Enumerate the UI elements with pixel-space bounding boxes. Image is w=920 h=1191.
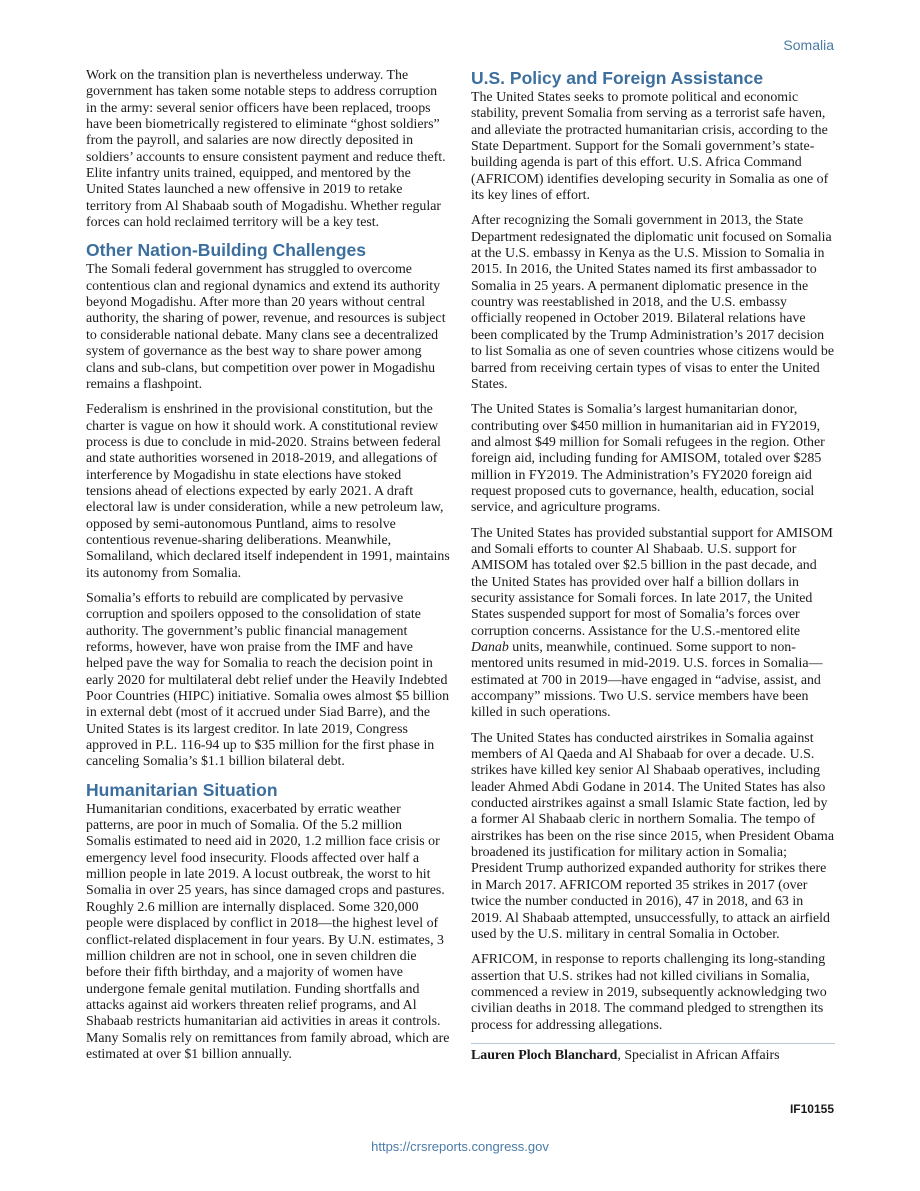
- right-column: [471, 68, 835, 1073]
- author-title: , Specialist in African Affairs: [617, 1047, 780, 1063]
- paragraph-africom-review: AFRICOM, in response to reports challenging its long-standing assertion that U.S. strikes had not killed civilians in Somalia, commenced a review in 2019, subsequently acknowledging two civilian deaths in 2018. The command pledged to strengthen its process for addressing allegations.: [471, 952, 827, 1033]
- footer-link[interactable]: https://crsreports.congress.gov: [371, 1139, 549, 1154]
- heading-humanitarian: Humanitarian Situation: [86, 779, 278, 800]
- heading-nation-building: Other Nation-Building Challenges: [86, 240, 367, 261]
- paragraph-airstrikes: The United States has conducted airstrikes in Somalia against members of Al Qaeda and Al Shabaab for over a decade. U.S. strikes have killed key senior Al Shabaab operatives, including leader Ahmed Abdi Godane in 2014. The United States has also conducted airstrikes against a small Islamic State faction, led by a former Al Shabaab cleric in northern Somalia. The tempo of airstrikes has been on the rise since 2015, when President Obama broadened its justification for military action in Somalia; President Trump authorized expanded authority for strikes there in March 2017. AFRICOM reported 35 strikes in 2017 (over twice the number conducted in 2016), 47 in 2018, and 63 in 2019. Al Shabaab attempted, unsuccessfully, to attack an airfield used by the U.S. military in central Somalia in October.: [471, 730, 834, 942]
- amisom-text-a: The United States has provided substantial support for AMISOM and Somali efforts to counter Al Shabaab. U.S. support for AMISOM has totaled over $2.5 billion in the past decade, and the United States has provided over half a billion dollars in security assistance for Somali forces. In late 2017, the United States suspended support for most of Somalia’s forces over corruption concerns. Assistance for the U.S.-mentored elite: [471, 525, 833, 639]
- paragraph-humanitarian-donor: The United States is Somalia’s largest humanitarian donor, contributing over $450 million in humanitarian aid in FY2019, and almost $49 million for Somali refugees in the region. Other foreign aid, including funding for AMISOM, totaled over $285 million in FY2019. The Administration’s FY2020 foreign aid request proposed cuts to governance, health, education, social service, and agriculture programs.: [471, 402, 825, 516]
- paragraph-federal-government: The Somali federal government has struggled to overcome contentious clan and regional dynamics and extend its authority beyond Mogadishu. After more than 20 years without central authority, the sharing of power, revenue, and resources is subject to considerable national debate. Many clans see a decentralized system of governance as the best way to share power among clans and sub-clans, but competition over power in Mogadishu remains a flashpoint.: [86, 262, 446, 392]
- paragraph-amisom-support: [471, 526, 835, 722]
- paragraph-diplomatic-relations: After recognizing the Somali government in 2013, the State Department redesignated the diplomatic unit focused on Somalia at the U.S. embassy in Kenya as the U.S. Mission to Somalia in 2015. In 2016, the United States named its first ambassador to Somalia in 25 years. A permanent diplomatic presence in the country was reestablished in 2018, and the U.S. embassy officially reopened in October 2019. Bilateral relations have been complicated by the Trump Administration’s 2017 decision to list Somalia as one of seven countries whose citizens would be barred from receiving certain types of visas to enter the United States.: [471, 213, 835, 392]
- paragraph-us-goals: The United States seeks to promote political and economic stability, prevent Somalia from serving as a terrorist safe haven, and alleviate the protracted humanitarian crisis, according to the State Department. Support for the Somali government’s state-building agenda is part of this effort. U.S. Africa Command (AFRICOM) identifies developing security in Somalia as one of its key lines of effort.: [471, 90, 829, 204]
- amisom-text-b: units, meanwhile, continued. Some support to non-mentored units resumed in mid-2019. U.S. forces in Somalia—estimated at 700 in 2019—have engaged in “advise, assist, and accompany” missions. Two U.S. service members have been killed in such operations.: [471, 640, 823, 721]
- document-id: IF10155: [789, 1102, 834, 1116]
- paragraph-rebuild-efforts: Somalia’s efforts to rebuild are complicated by pervasive corruption and spoilers opposed to the consolidation of state authority. The government’s public financial management reforms, however, have won praise from the IMF and have helped pave the way for Somalia to reach the decision point in early 2020 for multilateral debt relief under the Heavily Indebted Poor Countries (HIPC) initiative. Somalia owes almost $5 billion in external debt (most of it accrued under Siad Barre), and the United States is its largest creditor. In late 2019, Congress approved in P.L. 116-94 up to $35 million for the first phase in canceling Somalia’s $1.1 billion bilateral debt.: [86, 590, 450, 770]
- paragraph-federalism: Federalism is enshrined in the provisional constitution, but the charter is vague on how it should work. A constitutional review process is due to conclude in mid-2020. Strains between federal and state authorities worsened in 2018-2019, and allegations of interference by Mogadishu in state elections have stoked tensions ahead of elections expected by early 2021. A draft electoral law is under consideration, while a new petroleum law, opposed by semi-autonomous Puntland, aims to resolve contentious revenue-sharing deliberations. Meanwhile, Somaliland, which declared itself independent in 1991, maintains its autonomy from Somalia.: [86, 402, 450, 581]
- paragraph-transition-plan: Work on the transition plan is nevertheless underway. The government has taken some notable steps to address corruption in the army: several senior officers have been replaced, troops have been biometrically registered to eliminate “ghost soldiers” from the payroll, and salaries are now directly deposited in soldiers’ accounts to ensure consistent payment and reduce theft. Elite infantry units trained, equipped, and mentored by the United States launched a new offensive in 2019 to retake territory from Al Shabaab south of Mogadishu. Whether regular forces can hold reclaimed territory will be a key test.: [86, 68, 446, 231]
- author-name: Lauren Ploch Blanchard: [471, 1047, 618, 1063]
- left-column: [86, 68, 450, 1072]
- heading-us-policy: U.S. Policy and Foreign Assistance: [471, 68, 764, 88]
- author-credit: [471, 1043, 835, 1064]
- danab-emphasis: Danab: [471, 640, 509, 655]
- paragraph-humanitarian-conditions: Humanitarian conditions, exacerbated by erratic weather patterns, are poor in much of Somalia. Of the 5.2 million Somalis estimated to need aid in 2020, 1.2 million face crisis or emergency level food insecurity. Floods affected over half a million people in late 2019. A locust outbreak, the worst to hit Somalia in over 25 years, has since damaged crops and pastures. Roughly 2.6 million are internally displaced. Some 320,000 people were displaced by conflict in 2018—the highest level of conflict-related displacement in four years. By U.N. estimates, 3 million children are not in school, one in seven children die before their fifth birthday, and a majority of women have undergone female genital mutilation. Funding shortfalls and attacks against aid workers threaten relief programs, and Al Shabaab restricts humanitarian aid activities in areas it controls. Many Somalis rely on remittances from family abroad, which are estimated at over $1 billion annually.: [86, 801, 450, 1062]
- running-header: Somalia: [783, 37, 834, 53]
